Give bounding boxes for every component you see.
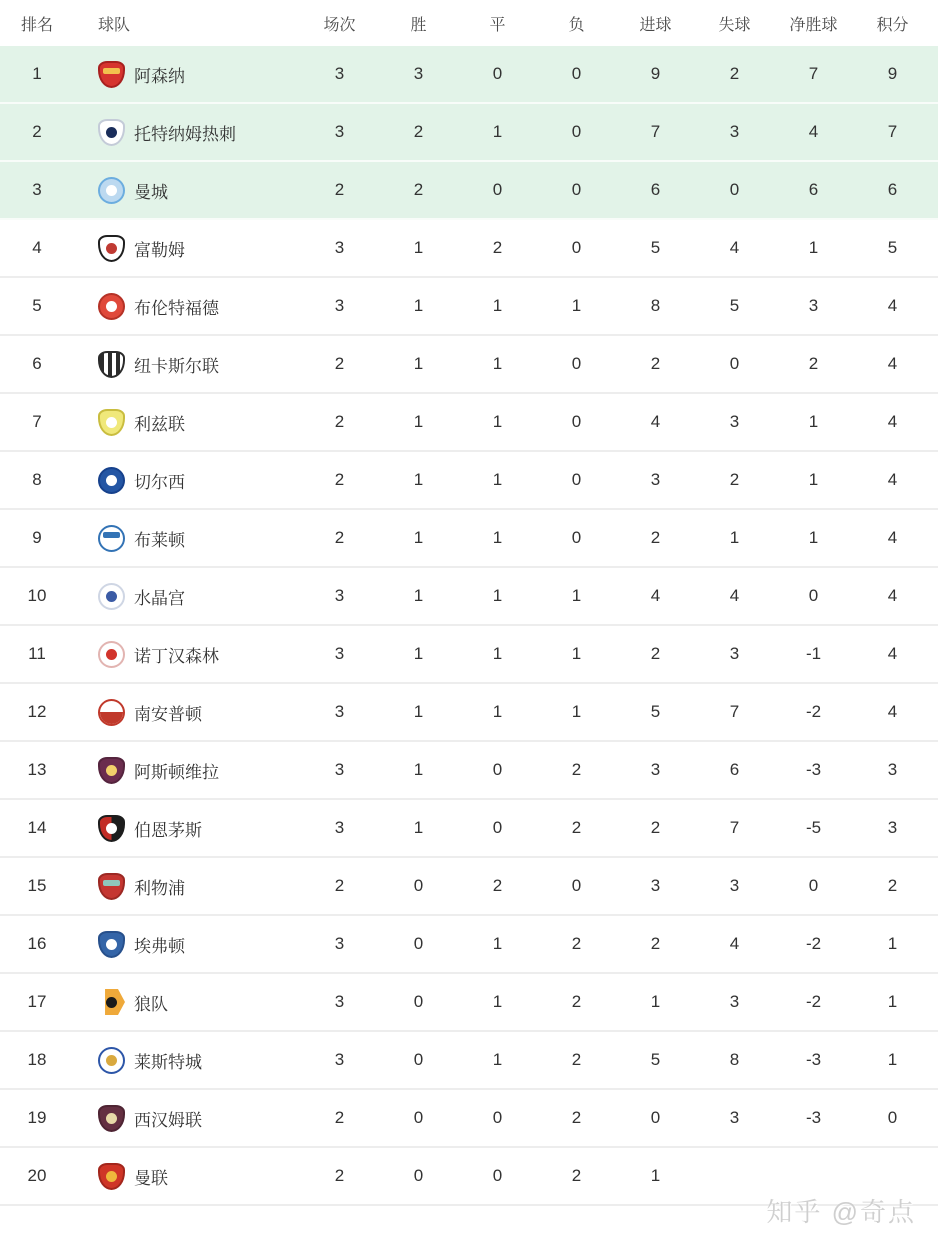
team-cell — [74, 641, 300, 668]
played-value: 3 — [334, 122, 345, 141]
points-value: 1 — [887, 1050, 898, 1069]
west-ham-crest-icon — [98, 1105, 125, 1132]
table-row[interactable] — [0, 800, 938, 858]
bournemouth-crest-icon — [98, 815, 125, 842]
table-body — [0, 46, 938, 1206]
goals-against-value: 2 — [729, 64, 740, 83]
table-header — [0, 0, 938, 46]
team-name: 切尔西 — [134, 472, 185, 492]
played-value: 3 — [334, 1050, 345, 1069]
table-row[interactable] — [0, 626, 938, 684]
crystal-palace-crest-icon — [98, 583, 125, 610]
goals-against-value: 4 — [729, 934, 740, 953]
goals-against-value: 1 — [729, 528, 740, 547]
header-goals-against: 失球 — [718, 16, 751, 34]
goal-difference-value: 7 — [808, 64, 819, 83]
goal-difference-value: 1 — [808, 412, 819, 431]
points-value: 0 — [887, 1108, 898, 1127]
team-name: 托特纳姆热刺 — [134, 124, 236, 144]
team-name: 狼队 — [134, 994, 168, 1014]
chelsea-crest-icon — [98, 467, 125, 494]
draws-value: 1 — [492, 470, 503, 489]
liverpool-crest-icon — [98, 873, 125, 900]
wins-value: 1 — [413, 644, 424, 663]
table-row[interactable] — [0, 162, 938, 220]
team-name: 莱斯特城 — [134, 1052, 202, 1072]
goals-for-value: 2 — [650, 818, 661, 837]
rank-value: 10 — [27, 586, 47, 605]
rank-value: 11 — [28, 644, 46, 663]
crest-motif — [106, 1055, 117, 1066]
losses-value: 2 — [571, 934, 582, 953]
team-cell — [74, 119, 300, 146]
man-united-crest-icon — [98, 1163, 125, 1190]
table-row[interactable] — [0, 46, 938, 104]
rank-value: 4 — [32, 238, 42, 257]
played-value: 2 — [334, 470, 345, 489]
goals-against-value: 4 — [729, 586, 740, 605]
draws-value: 1 — [492, 992, 503, 1011]
rank-value: 2 — [32, 122, 42, 141]
rank-value: 14 — [27, 818, 47, 837]
losses-value: 1 — [571, 644, 582, 663]
newcastle-crest-icon — [98, 351, 125, 378]
played-value: 2 — [334, 412, 345, 431]
goal-difference-value: -3 — [805, 1108, 822, 1127]
southampton-crest-icon — [98, 699, 125, 726]
wins-value: 2 — [413, 122, 424, 141]
header-points: 积分 — [876, 16, 909, 34]
points-value: 7 — [887, 122, 898, 141]
wins-value: 1 — [413, 296, 424, 315]
wins-value: 1 — [413, 760, 424, 779]
team-name: 利物浦 — [134, 878, 185, 898]
losses-value: 0 — [571, 122, 582, 141]
table-row[interactable] — [0, 510, 938, 568]
wins-value: 0 — [413, 992, 424, 1011]
goals-for-value: 5 — [650, 1050, 661, 1069]
brighton-crest-icon — [98, 525, 125, 552]
team-name: 曼城 — [134, 182, 168, 202]
points-value: 3 — [887, 760, 898, 779]
points-value: 4 — [887, 354, 898, 373]
team-name: 伯恩茅斯 — [134, 820, 202, 840]
table-row[interactable] — [0, 278, 938, 336]
goal-difference-value: 2 — [808, 354, 819, 373]
goals-for-value: 4 — [650, 412, 661, 431]
team-name: 阿斯顿维拉 — [134, 762, 219, 782]
losses-value: 2 — [571, 1108, 582, 1127]
draws-value: 0 — [492, 1166, 503, 1185]
table-row[interactable] — [0, 394, 938, 452]
team-name: 阿森纳 — [134, 66, 185, 86]
goals-for-value: 3 — [650, 876, 661, 895]
crest-motif — [106, 185, 117, 196]
goals-against-value: 5 — [729, 296, 740, 315]
header-losses: 负 — [568, 16, 585, 34]
points-value: 4 — [887, 412, 898, 431]
brentford-crest-icon — [98, 293, 125, 320]
draws-value: 1 — [492, 122, 503, 141]
table-row[interactable] — [0, 974, 938, 1032]
crest-motif — [106, 823, 117, 834]
arsenal-crest-icon — [98, 61, 125, 88]
points-value: 4 — [887, 702, 898, 721]
team-name: 曼联 — [134, 1168, 168, 1188]
draws-value: 1 — [492, 644, 503, 663]
wins-value: 1 — [413, 818, 424, 837]
crest-motif — [106, 997, 117, 1008]
team-cell — [74, 351, 300, 378]
header-goal-difference: 净胜球 — [789, 16, 838, 34]
rank-value: 6 — [32, 354, 42, 373]
crest-motif — [106, 417, 117, 428]
points-value: 1 — [887, 934, 898, 953]
team-cell — [74, 931, 300, 958]
rank-value: 9 — [32, 528, 42, 547]
leeds-crest-icon — [98, 409, 125, 436]
goal-difference-value: -2 — [805, 992, 822, 1011]
team-name: 诺丁汉森林 — [134, 646, 219, 666]
played-value: 3 — [334, 992, 345, 1011]
rank-value: 16 — [27, 934, 47, 953]
wins-value: 1 — [413, 354, 424, 373]
draws-value: 1 — [492, 702, 503, 721]
leicester-crest-icon — [98, 1047, 125, 1074]
wins-value: 1 — [413, 528, 424, 547]
rank-value: 18 — [27, 1050, 47, 1069]
losses-value: 0 — [571, 470, 582, 489]
goals-against-value: 0 — [729, 354, 740, 373]
points-value: 4 — [887, 470, 898, 489]
played-value: 3 — [334, 64, 345, 83]
goals-against-value: 2 — [729, 470, 740, 489]
goal-difference-value: 0 — [808, 876, 819, 895]
table-row[interactable] — [0, 1148, 938, 1206]
everton-crest-icon — [98, 931, 125, 958]
rank-value: 7 — [32, 412, 42, 431]
wins-value: 1 — [413, 412, 424, 431]
losses-value: 0 — [571, 412, 582, 431]
points-value: 4 — [887, 296, 898, 315]
goals-against-value: 3 — [729, 644, 740, 663]
points-value: 3 — [887, 818, 898, 837]
goal-difference-value: 1 — [808, 528, 819, 547]
header-goals-for: 进球 — [639, 16, 672, 34]
crest-motif — [106, 939, 117, 950]
losses-value: 0 — [571, 64, 582, 83]
points-value: 5 — [887, 238, 898, 257]
played-value: 3 — [334, 238, 345, 257]
wins-value: 0 — [413, 1050, 424, 1069]
watermark: 知乎 @奇点 — [766, 1197, 916, 1227]
team-name: 水晶宫 — [134, 588, 185, 608]
team-name: 纽卡斯尔联 — [134, 356, 219, 376]
nottingham-forest-crest-icon — [98, 641, 125, 668]
played-value: 3 — [334, 934, 345, 953]
wolves-crest-icon — [98, 989, 125, 1016]
played-value: 3 — [334, 702, 345, 721]
goals-for-value: 2 — [650, 934, 661, 953]
draws-value: 1 — [492, 354, 503, 373]
losses-value: 2 — [571, 1050, 582, 1069]
team-cell — [74, 873, 300, 900]
rank-value: 3 — [32, 180, 42, 199]
goals-for-value: 5 — [650, 238, 661, 257]
points-value: 1 — [887, 992, 898, 1011]
losses-value: 2 — [571, 992, 582, 1011]
team-cell — [74, 409, 300, 436]
losses-value: 0 — [571, 876, 582, 895]
points-value: 9 — [887, 64, 898, 83]
header-team: 球队 — [98, 16, 131, 34]
team-cell — [74, 699, 300, 726]
crest-motif — [100, 712, 123, 724]
goal-difference-value: -3 — [805, 760, 822, 779]
goal-difference-value: -2 — [805, 702, 822, 721]
rank-value: 1 — [32, 64, 42, 83]
table-row[interactable] — [0, 336, 938, 394]
team-cell — [74, 989, 300, 1016]
played-value: 2 — [334, 1166, 345, 1185]
goal-difference-value: 1 — [808, 470, 819, 489]
rank-value: 12 — [27, 702, 47, 721]
wins-value: 0 — [413, 1166, 424, 1185]
draws-value: 0 — [492, 64, 503, 83]
table-row[interactable] — [0, 1032, 938, 1090]
tottenham-crest-icon — [98, 119, 125, 146]
goal-difference-value: 4 — [808, 122, 819, 141]
rank-value: 15 — [27, 876, 47, 895]
losses-value: 0 — [571, 238, 582, 257]
crest-motif — [106, 301, 117, 312]
table-row[interactable] — [0, 568, 938, 626]
draws-value: 1 — [492, 528, 503, 547]
draws-value: 1 — [492, 296, 503, 315]
goals-for-value: 3 — [650, 470, 661, 489]
goals-for-value: 5 — [650, 702, 661, 721]
goals-against-value: 3 — [729, 1108, 740, 1127]
team-cell — [74, 757, 300, 784]
aston-villa-crest-icon — [98, 757, 125, 784]
team-cell — [74, 1047, 300, 1074]
header-played: 场次 — [323, 16, 356, 34]
goals-against-value: 7 — [729, 702, 740, 721]
goals-against-value: 3 — [729, 992, 740, 1011]
played-value: 3 — [334, 818, 345, 837]
crest-motif — [106, 243, 117, 254]
losses-value: 2 — [571, 818, 582, 837]
team-name: 利兹联 — [134, 414, 185, 434]
crest-motif — [103, 68, 120, 74]
crest-motif — [103, 880, 120, 886]
goal-difference-value: 1 — [808, 238, 819, 257]
goals-for-value: 2 — [650, 354, 661, 373]
goals-for-value: 2 — [650, 644, 661, 663]
goal-difference-value: 3 — [808, 296, 819, 315]
team-cell — [74, 467, 300, 494]
crest-motif — [106, 475, 117, 486]
points-value: 6 — [887, 180, 898, 199]
fulham-crest-icon — [98, 235, 125, 262]
goals-against-value: 8 — [729, 1050, 740, 1069]
points-value: 4 — [887, 644, 898, 663]
wins-value: 0 — [413, 876, 424, 895]
team-name: 富勒姆 — [134, 240, 185, 260]
team-cell — [74, 235, 300, 262]
team-cell — [74, 1105, 300, 1132]
wins-value: 3 — [413, 64, 424, 83]
goals-against-value: 0 — [729, 180, 740, 199]
wins-value: 1 — [413, 470, 424, 489]
losses-value: 2 — [571, 760, 582, 779]
losses-value: 1 — [571, 702, 582, 721]
losses-value: 0 — [571, 354, 582, 373]
team-name: 埃弗顿 — [134, 936, 185, 956]
losses-value: 1 — [571, 296, 582, 315]
draws-value: 1 — [492, 1050, 503, 1069]
table-row[interactable] — [0, 858, 938, 916]
team-cell — [74, 293, 300, 320]
played-value: 2 — [334, 354, 345, 373]
goal-difference-value: -2 — [805, 934, 822, 953]
played-value: 2 — [334, 1108, 345, 1127]
team-cell — [74, 583, 300, 610]
played-value: 3 — [334, 296, 345, 315]
draws-value: 2 — [492, 238, 503, 257]
goals-for-value: 1 — [650, 1166, 661, 1185]
team-cell — [74, 525, 300, 552]
crest-motif — [103, 532, 120, 538]
crest-motif — [106, 1171, 117, 1182]
losses-value: 0 — [571, 528, 582, 547]
table-row[interactable] — [0, 452, 938, 510]
draws-value: 1 — [492, 934, 503, 953]
points-value: 4 — [887, 586, 898, 605]
goal-difference-value: -3 — [805, 1050, 822, 1069]
wins-value: 1 — [413, 702, 424, 721]
points-value: 2 — [887, 876, 898, 895]
table-row[interactable] — [0, 1090, 938, 1148]
goals-for-value: 3 — [650, 760, 661, 779]
goal-difference-value: 0 — [808, 586, 819, 605]
draws-value: 0 — [492, 180, 503, 199]
goals-against-value: 3 — [729, 122, 740, 141]
table-row[interactable] — [0, 684, 938, 742]
played-value: 3 — [334, 644, 345, 663]
goals-against-value: 3 — [729, 876, 740, 895]
team-name: 西汉姆联 — [134, 1110, 202, 1130]
rank-value: 19 — [27, 1108, 47, 1127]
losses-value: 2 — [571, 1166, 582, 1185]
draws-value: 1 — [492, 586, 503, 605]
goals-against-value: 3 — [729, 412, 740, 431]
team-name: 布伦特福德 — [134, 298, 219, 318]
played-value: 2 — [334, 876, 345, 895]
rank-value: 20 — [27, 1166, 47, 1185]
wins-value: 0 — [413, 1108, 424, 1127]
draws-value: 0 — [492, 818, 503, 837]
goal-difference-value: 6 — [808, 180, 819, 199]
goals-against-value: 7 — [729, 818, 740, 837]
goals-against-value: 4 — [729, 238, 740, 257]
goal-difference-value: -1 — [805, 644, 822, 663]
crest-motif — [106, 1113, 117, 1124]
draws-value: 1 — [492, 412, 503, 431]
crest-motif — [106, 765, 117, 776]
losses-value: 1 — [571, 586, 582, 605]
table-row[interactable] — [0, 916, 938, 974]
table-row[interactable] — [0, 104, 938, 162]
man-city-crest-icon — [98, 177, 125, 204]
team-cell — [74, 177, 300, 204]
wins-value: 1 — [413, 586, 424, 605]
header-wins: 胜 — [410, 16, 427, 34]
goal-difference-value: -5 — [805, 818, 822, 837]
rank-value: 17 — [27, 992, 47, 1011]
crest-motif — [106, 127, 117, 138]
wins-value: 1 — [413, 238, 424, 257]
team-cell — [74, 1163, 300, 1190]
table-row[interactable] — [0, 742, 938, 800]
team-name: 布莱顿 — [134, 530, 185, 550]
played-value: 3 — [334, 586, 345, 605]
team-cell — [74, 815, 300, 842]
goals-for-value: 4 — [650, 586, 661, 605]
goals-for-value: 9 — [650, 64, 661, 83]
points-value: 4 — [887, 528, 898, 547]
goals-for-value: 2 — [650, 528, 661, 547]
rank-value: 13 — [27, 760, 47, 779]
goals-for-value: 0 — [650, 1108, 661, 1127]
header-draws: 平 — [489, 16, 506, 34]
played-value: 2 — [334, 180, 345, 199]
team-cell — [74, 61, 300, 88]
rank-value: 5 — [32, 296, 42, 315]
goals-for-value: 1 — [650, 992, 661, 1011]
wins-value: 0 — [413, 934, 424, 953]
draws-value: 0 — [492, 1108, 503, 1127]
goals-for-value: 8 — [650, 296, 661, 315]
draws-value: 2 — [492, 876, 503, 895]
played-value: 2 — [334, 528, 345, 547]
header-rank: 排名 — [20, 16, 53, 34]
team-name: 南安普顿 — [134, 704, 202, 724]
losses-value: 0 — [571, 180, 582, 199]
wins-value: 2 — [413, 180, 424, 199]
played-value: 3 — [334, 760, 345, 779]
goals-against-value: 6 — [729, 760, 740, 779]
table-row[interactable] — [0, 220, 938, 278]
crest-motif — [106, 649, 117, 660]
goals-for-value: 7 — [650, 122, 661, 141]
rank-value: 8 — [32, 470, 42, 489]
goals-for-value: 6 — [650, 180, 661, 199]
crest-motif — [106, 591, 117, 602]
draws-value: 0 — [492, 760, 503, 779]
